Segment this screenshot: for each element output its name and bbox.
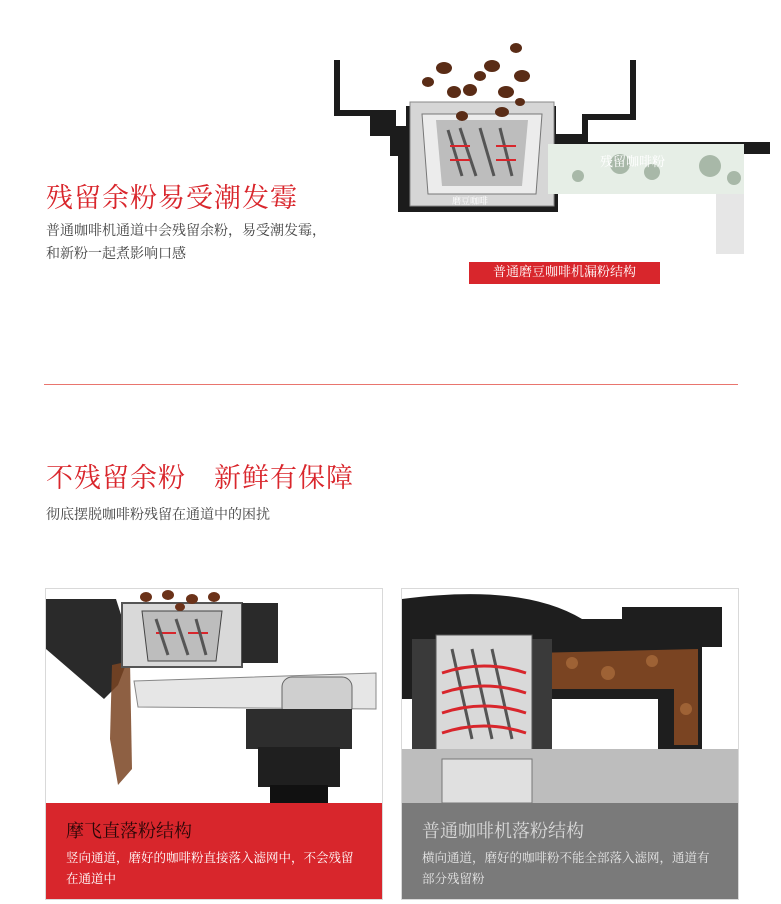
- section2-title-part1: 不残留余粉: [46, 463, 186, 494]
- vertical-drop-description: 竖向通道，磨好的咖啡粉直接落入滤网中，不会残留在通道中: [66, 850, 354, 886]
- vertical-drop-illustration: [46, 589, 382, 803]
- section2-title-part2: 新鲜有保障: [214, 463, 354, 494]
- card-vertical-drop: [45, 588, 383, 900]
- section2-title: [46, 456, 354, 495]
- vertical-drop-title: 摩飞直落粉结构: [66, 821, 192, 842]
- horizontal-drop-illustration: [402, 589, 738, 803]
- horizontal-drop-title: 普通咖啡机落粉结构: [422, 821, 584, 842]
- horizontal-drop-panel: [402, 803, 738, 899]
- vertical-drop-panel: [46, 803, 382, 899]
- horizontal-drop-description: 横向通道，磨好的咖啡粉不能全部落入滤网，通道有部分残留粉: [422, 850, 710, 886]
- residue-label: 残留咖啡粉: [600, 155, 666, 170]
- card-horizontal-drop: [401, 588, 739, 900]
- burr-label: 磨豆咖啡: [452, 197, 489, 207]
- diagram-caption-badge: 普通磨豆咖啡机漏粉结构: [469, 262, 660, 284]
- ordinary-grinder-diagram: [330, 36, 778, 266]
- section2-subtitle: 彻底摆脱咖啡粉残留在通道中的困扰: [46, 507, 270, 523]
- section1-description: 普通咖啡机通道中会残留余粉，易受潮发霉，和新粉一起煮影响口感: [46, 223, 326, 262]
- section-divider: [44, 384, 738, 385]
- section1-title: 残留余粉易受潮发霉: [46, 183, 298, 214]
